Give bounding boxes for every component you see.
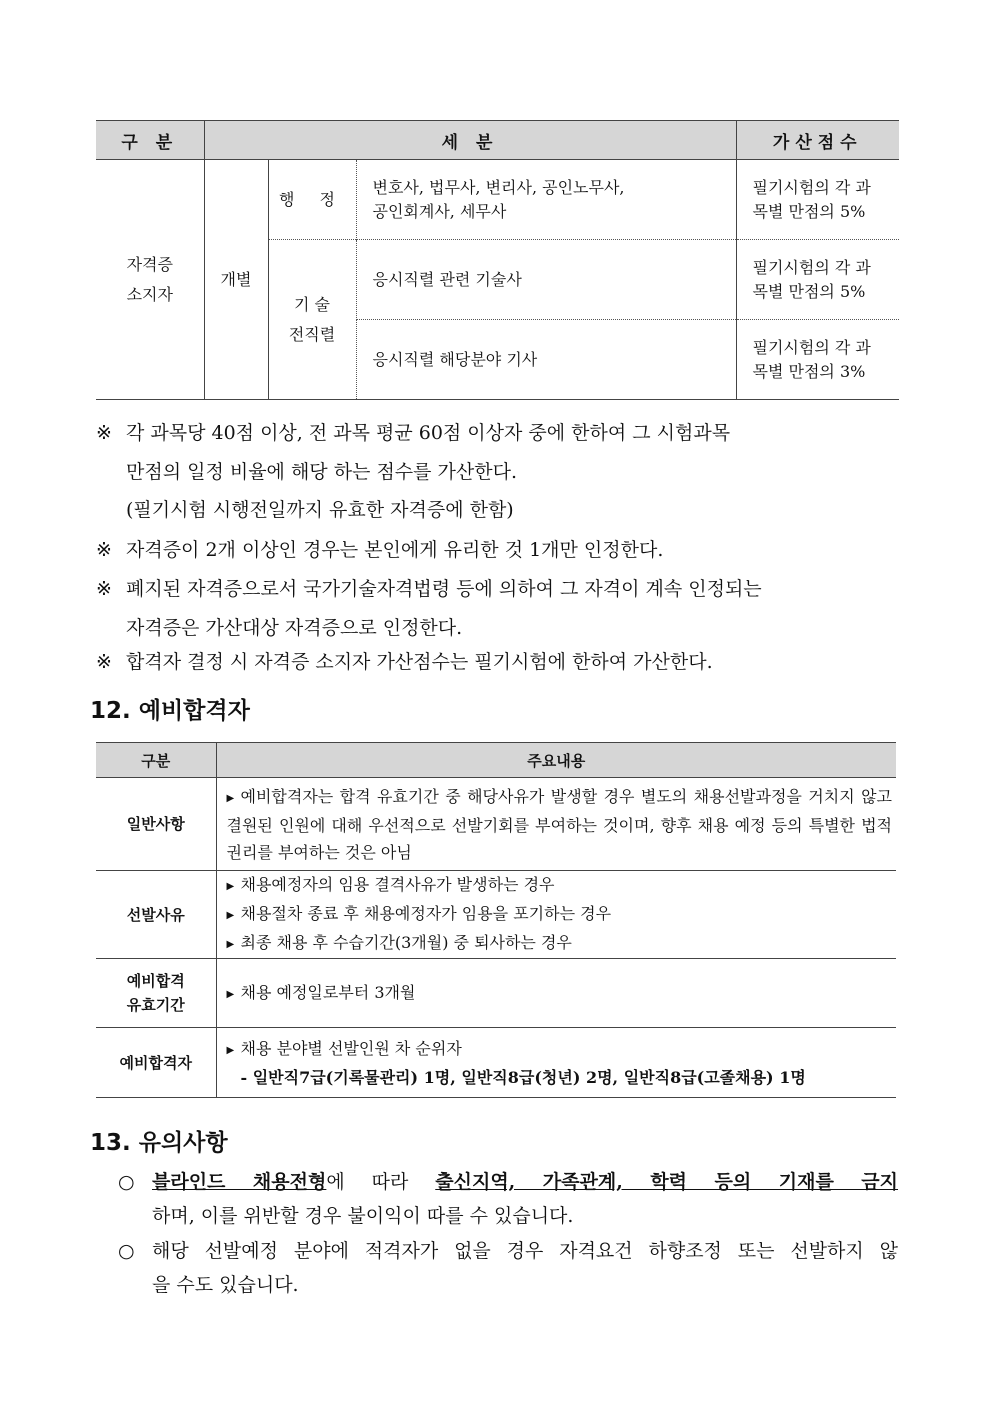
- row-content: [216, 1028, 896, 1098]
- row-item: 채용 예정일로부터 3개월: [240, 982, 416, 1002]
- triangle-bullet-icon: ▶: [226, 792, 235, 804]
- note-mark: ※: [96, 422, 112, 444]
- emphasis-text: 블라인드 채용전형: [152, 1171, 327, 1193]
- table-header-row: [96, 743, 896, 778]
- header-content: 주요내용: [216, 743, 896, 778]
- notice-bullet: [118, 1234, 898, 1302]
- row-item: ▶ 채용예정자의 임용 결격사유가 발생하는 경우: [227, 871, 893, 900]
- row-label: 일반사항: [96, 778, 216, 871]
- note-line: [96, 421, 896, 445]
- note-line: [96, 577, 896, 601]
- bonus-points-table: [96, 120, 899, 400]
- row-item: ▶ 채용 분야별 선발인원 차 순위자: [227, 1035, 893, 1064]
- emphasis-text: 출신지역, 가족관계, 학력 등의 기재를 금지: [435, 1171, 899, 1193]
- detail-cell: 변호사, 법무사, 변리사, 공인노무사, 공인회계사, 세무사: [356, 160, 736, 240]
- score-cell: 필기시험의 각 과 목별 만점의 3%: [736, 320, 899, 400]
- row-label: 선발사유: [96, 871, 216, 959]
- table-row: [96, 959, 896, 1028]
- row-item: ▶ 최종 채용 후 수습기간(3개월) 중 퇴사하는 경우: [227, 929, 893, 958]
- sub-category-cell: 개별: [204, 160, 268, 400]
- note-mark: ※: [96, 539, 112, 561]
- triangle-bullet-icon: ▶: [226, 910, 235, 921]
- note-text: (필기시험 시행전일까지 유효한 자격증에 한함): [126, 499, 514, 521]
- row-content: [216, 871, 896, 959]
- header-score: 가산점수: [736, 121, 899, 160]
- header-category: 구 분: [96, 121, 204, 160]
- table-row: [96, 871, 896, 959]
- note-text: 폐지된 자격증으로서 국가기술자격법령 등에 의하여 그 자격이 계속 인정되는: [126, 578, 762, 600]
- table-row: [96, 778, 896, 871]
- note-text: 만점의 일정 비율에 해당 하는 점수를 가산한다.: [126, 461, 518, 483]
- table-header-row: [96, 121, 899, 160]
- note-text: 자격증은 가산대상 자격증으로 인정한다.: [126, 617, 463, 639]
- note-line: [96, 650, 896, 674]
- note-mark: ※: [96, 651, 112, 673]
- row-content: [216, 959, 896, 1028]
- reserve-candidate-table: [96, 742, 896, 1098]
- score-cell: 필기시험의 각 과 목별 만점의 5%: [736, 240, 899, 320]
- triangle-bullet-icon: ▶: [226, 1044, 235, 1056]
- note-line: [96, 538, 896, 562]
- row-label: 예비합격 유효기간: [96, 959, 216, 1028]
- notice-text: 해당 선발예정 분야에 적격자가 없을 경우 자격요건 하향조정 또는 선발하지 않: [152, 1240, 898, 1262]
- score-cell: 필기시험의 각 과 목별 만점의 5%: [736, 160, 899, 240]
- notice-text: 을 수도 있습니다.: [152, 1274, 299, 1296]
- field-cell: 행 정: [268, 160, 356, 240]
- circle-bullet-icon: ○: [118, 1240, 135, 1262]
- note-text: 각 과목당 40점 이상, 전 과목 평균 60점 이상자 중에 한하여 그 시험과목: [126, 422, 731, 444]
- header-detail: 세 분: [204, 121, 736, 160]
- row-label: 예비합격자: [96, 1028, 216, 1098]
- triangle-bullet-icon: ▶: [226, 988, 235, 1000]
- table-row: [96, 160, 899, 240]
- note-line: [96, 498, 896, 522]
- note-line: [96, 460, 896, 484]
- row-content: [216, 778, 896, 871]
- field-cell: 기 술 전직렬: [268, 240, 356, 400]
- row-item: ▶ 채용절차 종료 후 채용예정자가 임용을 포기하는 경우: [227, 900, 893, 929]
- note-line: [96, 616, 896, 640]
- section-13-title: 13. 유의사항: [90, 1130, 228, 1156]
- note-text: 자격증이 2개 이상인 경우는 본인에게 유리한 것 1개만 인정한다.: [126, 539, 664, 561]
- category-cell: 자격증 소지자: [96, 160, 204, 400]
- circle-bullet-icon: ○: [118, 1171, 135, 1193]
- triangle-bullet-icon: ▶: [226, 939, 235, 950]
- row-sub-item: - 일반직7급(기록물관리) 1명, 일반직8급(청년) 2명, 일반직8급(고졸채용) 1명: [240, 1067, 806, 1087]
- detail-cell: 응시직렬 관련 기술사: [356, 240, 736, 320]
- header-label: 구분: [96, 743, 216, 778]
- notice-text: 하며, 이를 위반할 경우 불이익이 따를 수 있습니다.: [152, 1205, 574, 1227]
- note-text: 합격자 결정 시 자격증 소지자 가산점수는 필기시험에 한하여 가산한다.: [126, 651, 713, 673]
- note-mark: ※: [96, 578, 112, 600]
- detail-cell: 응시직렬 해당분야 기사: [356, 320, 736, 400]
- triangle-bullet-icon: ▶: [226, 881, 235, 892]
- section-12-title: 12. 예비합격자: [90, 698, 250, 724]
- table-row: [96, 1028, 896, 1098]
- row-item: 예비합격자는 합격 유효기간 중 해당사유가 발생할 경우 별도의 채용선발과정을 거치지 않고 결원된 인원에 대해 우선적으로 선발기회를 부여하는 것이며, 향후 채용 예정 등의 특별한 법적 권리를 부여하는 것은 아님: [226, 786, 892, 862]
- notice-bullet: ○ 블라인드 채용전형에 따라 출신지역, 가족관계, 학력 등의 기재를 금지 하며, 이를 위반할 경우 불이익이 따를 수 있습니다.: [118, 1165, 898, 1233]
